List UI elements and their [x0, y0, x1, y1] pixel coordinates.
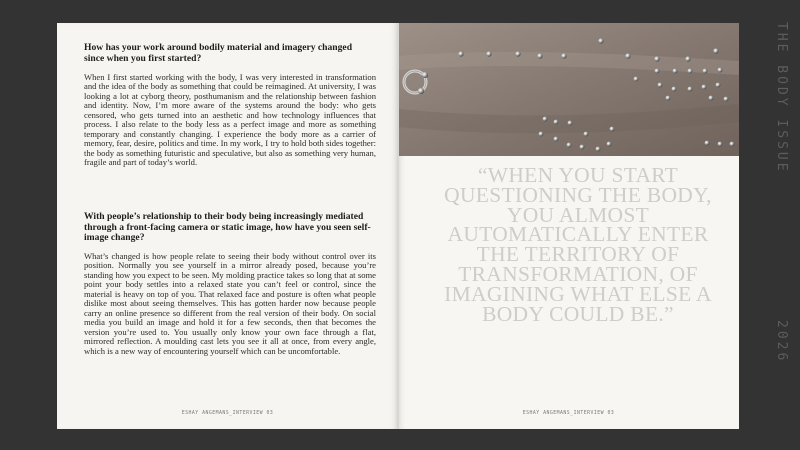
question-1: How has your work around bodily material and imagery changed since when you first started?: [84, 42, 353, 64]
right-page: [398, 23, 739, 429]
answer-2: What’s changed is how people relate to seeing their body without control over its position. Normally you see yourself in a mirror already posed, because you’re standing how you expect to be seen. My molding practice takes so long that at some point your body settles into a relaxed state you can’t feel or control, since the material is heavy on top of you. That relaxed face and posture is often what people dislike most about seeing themselves. This has gotten harder now because people carry an online presence so different from the real version of their body. On social media you build an image and hold it for a few seconds, then that becomes the version you’re used to. You usually only know your own face through a flat, mirrored reflection. A moulding cast lets you see it all at once, from every angle, which is a new way of encountering yourself which can be uncomfortable.: [84, 251, 376, 356]
answer-1: When I first started working with the body, I was very interested in transformation and the idea of the body as something that could be reimagined. At university, I was looking a lot at cyborg theory, posthumanism and the relationship between fashion and identity. Now, I’m more aware of the systems around the body: who gets censored, who gets turned into an aesthetic and how technology influences that process. I also relate to the body less as a perfect image and more as something temporary and constantly changing. I experience the body more as a carrier of memory, fear, desire, politics and time. In my work, I try to hold both sides together: the body as something futuristic and speculative, but also as something very human, fragile and part of today’s world.: [84, 72, 376, 168]
photo-illustration: [398, 23, 739, 156]
studded-material-photo: [398, 23, 739, 156]
question-2: With people’s relationship to their body being increasingly mediated through a front-facing camera or static image, how have you seen self-image change?: [84, 211, 371, 244]
spread-gutter: [397, 23, 399, 429]
left-page: [57, 23, 398, 429]
left-folio: ESHAY ANGEMANS_INTERVIEW 03: [181, 411, 274, 416]
magazine-spread: [57, 23, 739, 429]
right-folio: ESHAY ANGEMANS_INTERVIEW 03: [522, 411, 615, 416]
issue-title: THE BODY ISSUE: [774, 22, 789, 174]
pull-quote: “WHEN YOU START QUESTIONING THE BODY, YOU ALMOST AUTOMATICALLY ENTER THE TERRITORY OF TRANSFORMATION, OF IMAGINING WHAT ELSE A BODY COULD BE.”: [444, 163, 712, 326]
issue-year: 2026: [774, 320, 789, 364]
